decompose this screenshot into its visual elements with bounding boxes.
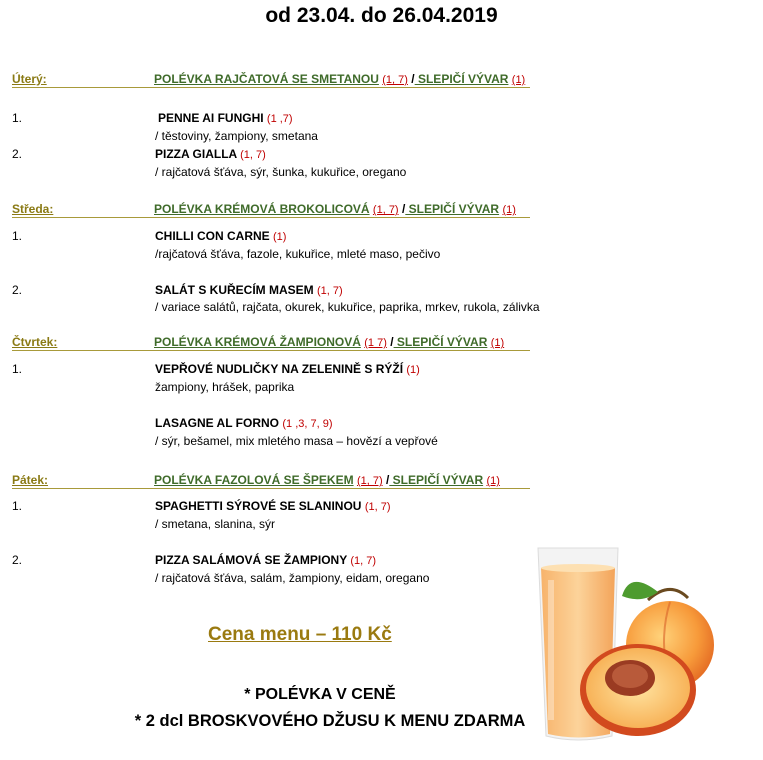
dish-name (158, 111, 293, 125)
soup-2-allergens: (1) (490, 337, 505, 349)
soup-2-allergens: (1) (502, 204, 516, 216)
note-soup-included: * POLÉVKA V CENĚ (244, 686, 396, 703)
soup-2: SLEPIČÍ VÝVAR (405, 202, 500, 216)
dish-title: CHILLI CON CARNE (155, 229, 270, 243)
day-name: Čtvrtek: (12, 335, 58, 349)
dish-name (155, 499, 391, 513)
page-title: od 23.04. do 26.04.2019 (265, 4, 498, 27)
soup-1-allergens: (1, 7) (372, 204, 399, 216)
dish-title: VEPŘOVÉ NUDLIČKY NA ZELENINĚ S RÝŽÍ (155, 362, 404, 376)
dish-description: / rajčatová šťáva, salám, žampiony, eidam, oregano (155, 571, 430, 585)
soup-2: SLEPIČÍ VÝVAR (414, 72, 509, 86)
soup-1: POLÉVKA RAJČATOVÁ SE SMETANOU (154, 72, 379, 86)
dish-number: 1. (12, 362, 23, 376)
dish-title: SPAGHETTI SÝROVÉ SE SLANINOU (155, 499, 362, 513)
soup-2: SLEPIČÍ VÝVAR (389, 473, 484, 487)
day-header-wednesday (12, 202, 530, 218)
dish-allergens: (1) (273, 231, 287, 243)
dish-title: LASAGNE AL FORNO (155, 416, 280, 430)
dish-allergens: (1, 7) (364, 501, 391, 513)
soup-line (154, 72, 525, 86)
note-free-juice: * 2 dcl BROSKVOVÉHO DŽUSU K MENU ZDARMA (134, 712, 526, 730)
dish-number: 1. (12, 499, 23, 513)
dish-number: 2. (12, 147, 23, 161)
dish-title: SALÁT S KUŘECÍM MASEM (155, 283, 314, 297)
soup-1: POLÉVKA FAZOLOVÁ SE ŠPEKEM (154, 473, 354, 487)
soup-1-allergens: (1, 7) (356, 475, 383, 487)
dish-name (155, 147, 266, 161)
soup-2: SLEPIČÍ VÝVAR (393, 335, 488, 349)
soup-line (154, 335, 504, 349)
dish-number: 1. (12, 229, 23, 243)
dish-number: 2. (12, 283, 23, 297)
day-name: Středa: (12, 202, 54, 216)
soup-1: POLÉVKA KRÉMOVÁ BROKOLICOVÁ (154, 202, 370, 216)
dish-allergens: (1) (406, 364, 420, 376)
menu-price: Cena menu – 110 Kč (208, 624, 392, 645)
dish-name (155, 229, 286, 243)
soup-1-allergens: (1 7) (364, 337, 387, 349)
dish-number: 2. (12, 553, 23, 567)
soup-separator: / (401, 202, 406, 216)
dish-name (155, 283, 343, 297)
dish-allergens: (1, 7) (240, 149, 266, 161)
day-name: Pátek: (12, 473, 49, 487)
dish-name (155, 416, 333, 430)
dish-allergens: (1 ,3, 7, 9) (282, 418, 333, 430)
dish-allergens: (1, 7) (317, 285, 343, 297)
day-header-friday (12, 473, 530, 489)
soup-line (154, 473, 500, 487)
juice-peach-illustration (530, 540, 730, 750)
day-header-thursday (12, 335, 530, 351)
soup-2-allergens: (1) (511, 74, 526, 86)
soup-2-allergens: (1) (486, 475, 500, 487)
dish-title: PIZZA GIALLA (155, 147, 237, 161)
dish-name (155, 362, 420, 376)
soup-separator: / (385, 473, 390, 487)
dish-description: / smetana, slanina, sýr (155, 517, 276, 531)
soup-separator: / (390, 335, 394, 349)
dish-allergens: (1, 7) (350, 555, 377, 567)
soup-1-allergens: (1, 7) (382, 74, 408, 86)
day-header-tuesday (12, 72, 530, 88)
dish-description: žampiony, hrášek, paprika (155, 380, 295, 394)
dish-number: 1. (12, 111, 23, 125)
dish-title: PENNE AI FUNGHI (158, 111, 264, 125)
dish-name (155, 553, 376, 567)
dish-description: / rajčatová šťáva, sýr, šunka, kukuřice, oregano (155, 165, 407, 179)
soup-1: POLÉVKA KRÉMOVÁ ŽAMPIONOVÁ (154, 335, 361, 349)
dish-description: / těstoviny, žampiony, smetana (155, 129, 318, 143)
day-name: Úterý: (12, 72, 47, 86)
dish-title: PIZZA SALÁMOVÁ SE ŽAMPIONY (155, 553, 348, 567)
dish-description: / variace salátů, rajčata, okurek, kukuřice, paprika, mrkev, rukola, zálivka (155, 300, 540, 314)
soup-line (154, 202, 516, 216)
dish-description: / sýr, bešamel, mix mletého masa – hovězí a vepřové (155, 434, 438, 448)
dish-allergens: (1 ,7) (266, 113, 293, 125)
dish-description: /rajčatová šťáva, fazole, kukuřice, mleté maso, pečivo (155, 247, 441, 261)
soup-separator: / (411, 72, 415, 86)
